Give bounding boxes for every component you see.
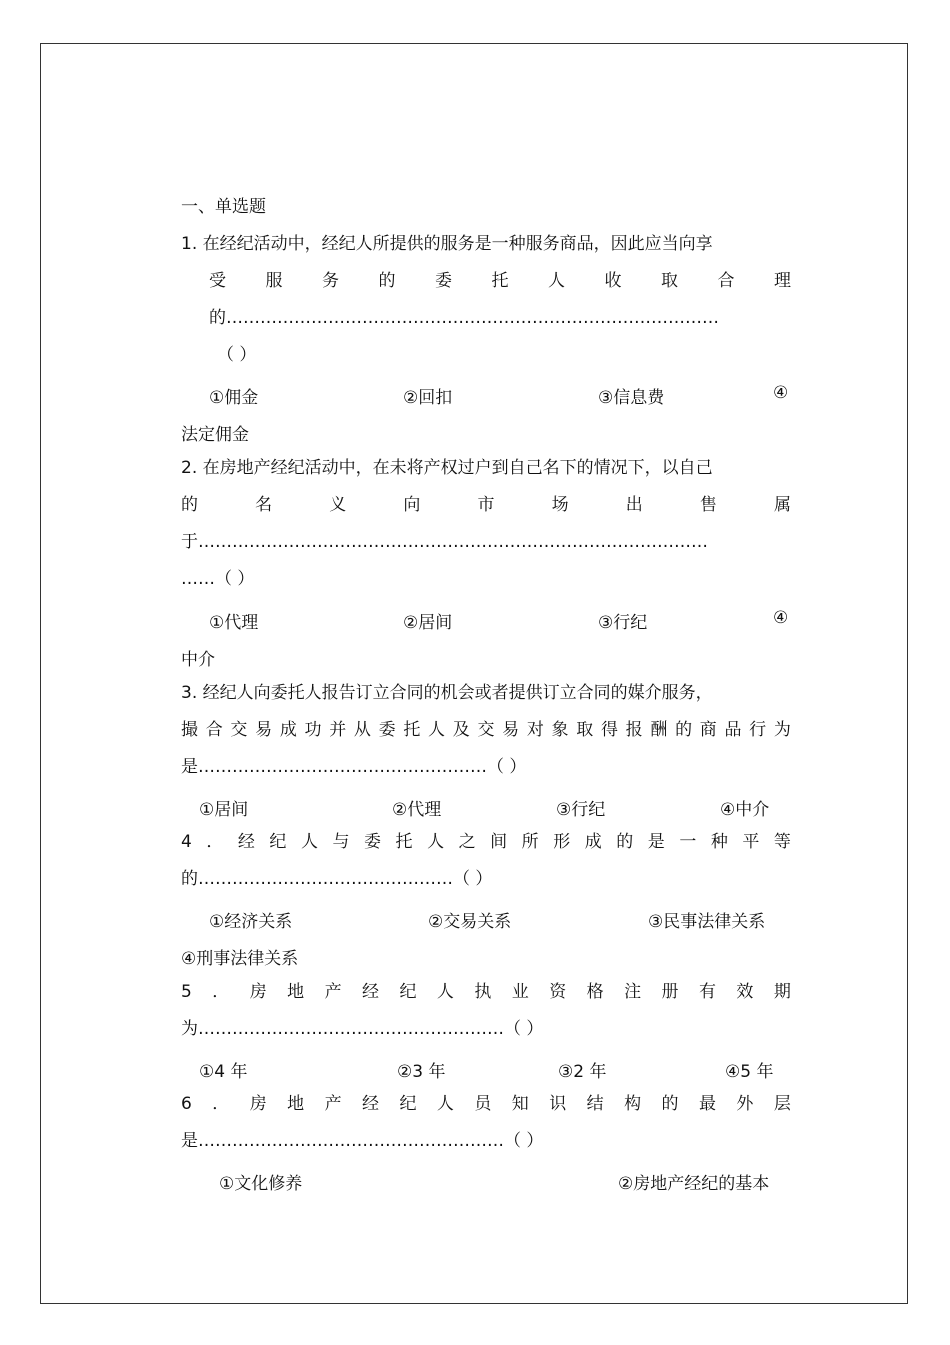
spread-q5-char: ． xyxy=(212,982,230,1002)
spread-q5-char: 经 xyxy=(362,982,380,1002)
spread-q2-char: 出 xyxy=(625,495,643,515)
spread-q1-char: 的 xyxy=(378,271,396,291)
spread-q1-char: 委 xyxy=(435,271,452,291)
spread-q5-char: 执 xyxy=(474,982,492,1002)
question-1-line-1: 1. 在经纪活动中，经纪人所提供的服务是一种服务商品，因此应当向享 xyxy=(181,234,713,254)
question-1-blank: （ ） xyxy=(217,345,257,365)
spread-q6-char: 员 xyxy=(474,1094,492,1114)
spread-q2-char: 名 xyxy=(255,495,273,515)
question-5-spread-text xyxy=(181,975,791,1009)
spread-q4-char: 所 xyxy=(521,832,539,852)
question-1-option-4: ④ xyxy=(773,383,789,403)
spread-q3-char: 的 xyxy=(675,720,693,740)
question-6-line-2: 是………………………………………………（ ） xyxy=(181,1131,544,1151)
spread-q3-char: 易 xyxy=(502,720,520,740)
spread-q4-char: 等 xyxy=(773,832,791,852)
question-4-option-1: ①经济关系 xyxy=(209,912,293,932)
spread-q6-char: 构 xyxy=(624,1094,642,1114)
question-4-spread-text xyxy=(181,825,791,859)
question-2-option-1: ①代理 xyxy=(209,613,259,633)
question-1-line-3: 的…………………………………………………………………………… xyxy=(209,308,719,328)
spread-q5-char: 人 xyxy=(436,982,454,1002)
spread-q2-char: 的 xyxy=(181,495,198,515)
question-3-option-1: ①居间 xyxy=(199,800,249,820)
spread-q6-char: 外 xyxy=(736,1094,754,1114)
question-1-option-2: ②回扣 xyxy=(403,388,453,408)
question-6-line-1 xyxy=(181,1087,791,1121)
spread-q3-char: 合 xyxy=(205,720,223,740)
question-1-option-4-text: 法定佣金 xyxy=(181,425,249,445)
spread-q3-char: 行 xyxy=(749,720,767,740)
spread-q4-char: 成 xyxy=(584,832,602,852)
question-1-option-1: ①佣金 xyxy=(209,388,259,408)
spread-q3-char: 酬 xyxy=(650,720,668,740)
spread-q2-char: 属 xyxy=(774,495,791,515)
spread-q4-char: 一 xyxy=(679,832,697,852)
spread-q2-char: 售 xyxy=(699,495,717,515)
question-1-spread-text xyxy=(209,264,791,298)
question-3-option-2: ②代理 xyxy=(392,800,442,820)
question-5-option-1: ①4 年 xyxy=(199,1062,248,1082)
spread-q2-char: 市 xyxy=(477,495,495,515)
spread-q4-char: 托 xyxy=(395,832,413,852)
question-4-line-2: 的………………………………………（ ） xyxy=(181,869,493,889)
spread-q2-char: 义 xyxy=(329,495,347,515)
spread-q3-char: 交 xyxy=(230,720,248,740)
spread-q4-char: 平 xyxy=(742,832,760,852)
spread-q6-char: ． xyxy=(212,1094,230,1114)
spread-q4-char: 种 xyxy=(710,832,728,852)
spread-q6-char: 6 xyxy=(181,1094,192,1114)
spread-q3-char: 从 xyxy=(353,720,371,740)
spread-q5-char: 有 xyxy=(698,982,716,1002)
question-4-option-3: ③民事法律关系 xyxy=(648,912,766,932)
spread-q6-char: 地 xyxy=(287,1094,305,1114)
spread-q5-char: 资 xyxy=(549,982,567,1002)
spread-q5-char: 期 xyxy=(773,982,791,1002)
question-3-spread-text xyxy=(181,713,791,747)
spread-q6-char: 知 xyxy=(511,1094,529,1114)
spread-q5-char: 地 xyxy=(287,982,305,1002)
spread-q6-char: 识 xyxy=(549,1094,567,1114)
spread-q3-char: 功 xyxy=(304,720,322,740)
spread-q3-char: 品 xyxy=(724,720,742,740)
spread-q4-char: 经 xyxy=(237,832,255,852)
question-5-line-2: 为………………………………………………（ ） xyxy=(181,1019,544,1039)
spread-q6-char: 人 xyxy=(436,1094,454,1114)
spread-q3-char: 报 xyxy=(625,720,643,740)
spread-q6-char: 最 xyxy=(698,1094,716,1114)
spread-q3-char: 象 xyxy=(551,720,569,740)
question-2-line-2 xyxy=(181,488,791,522)
spread-q3-char: 取 xyxy=(576,720,594,740)
spread-q5-char: 注 xyxy=(624,982,642,1002)
spread-q3-char: 商 xyxy=(699,720,717,740)
question-6-spread-text xyxy=(181,1087,791,1121)
spread-q3-char: 委 xyxy=(378,720,396,740)
question-3-line-3: 是……………………………………………（ ） xyxy=(181,757,527,777)
spread-q4-char: 间 xyxy=(490,832,508,852)
spread-q1-char: 收 xyxy=(604,271,622,291)
spread-q4-char: 人 xyxy=(427,832,445,852)
spread-q3-char: 为 xyxy=(773,720,791,740)
section-title: 一、单选题 xyxy=(181,197,266,217)
spread-q1-char: 取 xyxy=(661,271,678,291)
spread-q3-char: 人 xyxy=(428,720,446,740)
spread-q5-char: 效 xyxy=(736,982,754,1002)
question-3-option-3: ③行纪 xyxy=(556,800,606,820)
question-3-option-4: ④中介 xyxy=(720,800,770,820)
spread-q5-char: 5 xyxy=(181,982,192,1002)
spread-q1-char: 务 xyxy=(322,271,339,291)
question-1-line-2 xyxy=(209,264,791,298)
spread-q6-char: 经 xyxy=(362,1094,380,1114)
question-6-option-1: ①文化修养 xyxy=(219,1174,303,1194)
spread-q1-char: 理 xyxy=(774,271,791,291)
question-2-spread-text xyxy=(181,488,791,522)
question-5-option-2: ②3 年 xyxy=(397,1062,446,1082)
question-6-option-2: ②房地产经纪的基本 xyxy=(618,1174,770,1194)
spread-q4-char: ． xyxy=(206,832,224,852)
question-3-line-2 xyxy=(181,713,791,747)
question-4-option-4: ④刑事法律关系 xyxy=(181,949,299,969)
spread-q3-char: 撮 xyxy=(181,720,198,740)
question-2-option-2: ②居间 xyxy=(403,613,453,633)
spread-q3-char: 及 xyxy=(452,720,470,740)
question-5-option-4: ④5 年 xyxy=(725,1062,774,1082)
spread-q4-char: 之 xyxy=(458,832,476,852)
spread-q5-char: 纪 xyxy=(399,982,417,1002)
spread-q4-char: 人 xyxy=(300,832,318,852)
spread-q1-char: 受 xyxy=(209,271,226,291)
spread-q3-char: 对 xyxy=(526,720,544,740)
spread-q3-char: 成 xyxy=(279,720,297,740)
spread-q5-char: 册 xyxy=(661,982,679,1002)
question-2-line-1: 2. 在房地产经纪活动中，在未将产权过户到自己名下的情况下，以自己 xyxy=(181,458,713,478)
question-4-option-2: ②交易关系 xyxy=(428,912,512,932)
spread-q6-char: 房 xyxy=(249,1094,267,1114)
spread-q4-char: 委 xyxy=(364,832,382,852)
spread-q2-char: 场 xyxy=(551,495,569,515)
spread-q3-char: 并 xyxy=(329,720,347,740)
question-2-option-4: ④ xyxy=(773,608,789,628)
spread-q1-char: 托 xyxy=(491,271,509,291)
spread-q3-char: 交 xyxy=(477,720,495,740)
spread-q5-char: 业 xyxy=(511,982,529,1002)
spread-q5-char: 产 xyxy=(324,982,342,1002)
spread-q2-char: 向 xyxy=(403,495,421,515)
question-2-option-3: ③行纪 xyxy=(598,613,648,633)
spread-q1-char: 合 xyxy=(717,271,735,291)
spread-q6-char: 纪 xyxy=(399,1094,417,1114)
spread-q1-char: 人 xyxy=(548,271,565,291)
spread-q4-char: 的 xyxy=(616,832,634,852)
spread-q3-char: 得 xyxy=(600,720,618,740)
question-2-line-3: 于……………………………………………………………………………… xyxy=(181,532,708,552)
question-5-option-3: ③2 年 xyxy=(558,1062,607,1082)
spread-q1-char: 服 xyxy=(265,271,283,291)
spread-q3-char: 易 xyxy=(255,720,273,740)
spread-q6-char: 结 xyxy=(586,1094,604,1114)
question-3-line-1: 3. 经纪人向委托人报告订立合同的机会或者提供订立合同的媒介服务， xyxy=(181,683,713,703)
spread-q4-char: 形 xyxy=(553,832,571,852)
spread-q4-char: 4 xyxy=(181,832,192,852)
question-1-option-3: ③信息费 xyxy=(598,388,665,408)
spread-q4-char: 是 xyxy=(647,832,665,852)
spread-q6-char: 产 xyxy=(324,1094,342,1114)
spread-q6-char: 的 xyxy=(661,1094,679,1114)
spread-q5-char: 格 xyxy=(586,982,604,1002)
spread-q3-char: 托 xyxy=(403,720,421,740)
question-2-blank: ……（ ） xyxy=(181,569,255,589)
question-5-line-1 xyxy=(181,975,791,1009)
spread-q5-char: 房 xyxy=(249,982,267,1002)
spread-q6-char: 层 xyxy=(773,1094,791,1114)
spread-q4-char: 纪 xyxy=(269,832,287,852)
question-2-option-4-text: 中介 xyxy=(181,650,215,670)
spread-q4-char: 与 xyxy=(332,832,350,852)
question-4-line-1 xyxy=(181,825,791,859)
